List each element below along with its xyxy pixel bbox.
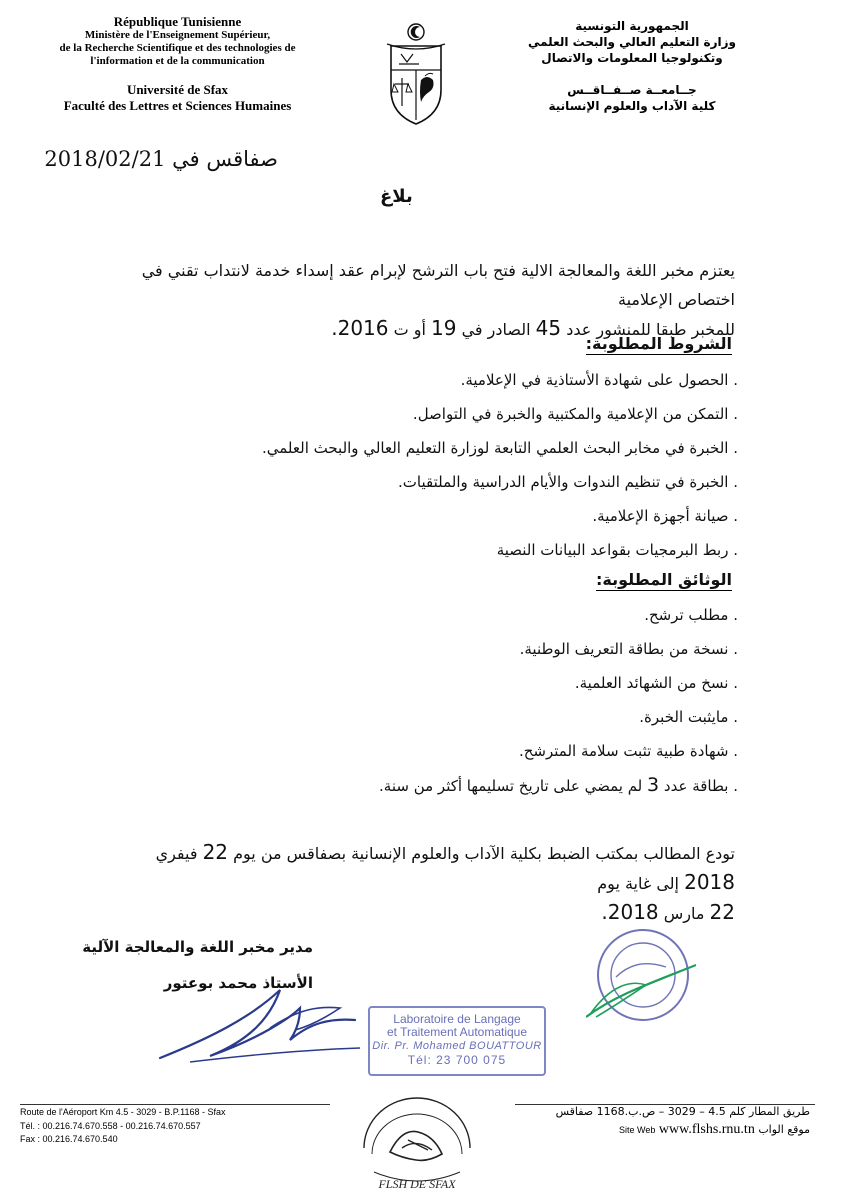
list-item: . الخبرة في تنظيم الندوات والأيام الدراسية والملتقيات. [398,473,738,491]
ministry-ar-line-2: وتكنولوجيا المعلومات والاتصال [541,51,723,65]
handwritten-signature-icon [150,978,370,1068]
documents-heading: الوثائق المطلوبة: [595,570,732,589]
ministry-ar-line-1: وزارة التعليم العالي والبحث العلمي [527,35,737,49]
footer-address-fr: Route de l'Aéroport Km 4.5 - 3029 - B.P.1168 - Sfax [20,1107,226,1117]
signatory-name: الأستاذ محمد بوعتور [163,974,313,992]
footer-fax: Fax : 00.216.74.670.540 [20,1134,118,1144]
svg-text:FLSH DE SFAX: FLSH DE SFAX [378,1177,456,1191]
list-item: . مايثبت الخبرة. [639,708,738,726]
deposit-line-1: تودع المطالب بمكتب الضبط بكلية الآداب والعلوم الإنسانية بصفاقس من يوم 22 فيفري 2018 إلى غاية يوم [155,840,735,894]
footer-address-ar: طريق المطار كلم 4.5 – 3029 – ص.ب.1168 صفاقس [555,1105,810,1118]
deposit-paragraph [105,838,735,928]
documents-list [138,600,738,804]
date-line: صفاقس في 2018/02/21 [44,147,278,171]
tunisia-emblem-icon [377,20,455,128]
intro-line-1: يعتزم مخبر اللغة والمعالجة الالية فتح باب الترشح لإبرام عقد إسداء خدمة لانتداب تقني في اختصاص الإعلامية [141,261,735,309]
laboratory-stamp [368,1006,546,1076]
lab-stamp-line-1: Laboratoire de Langage [393,1012,521,1026]
ministry-fr-line-1: Ministère de l'Enseignement Supérieur, [84,29,271,41]
conditions-heading: الشروط المطلوبة: [585,334,732,353]
ministry-fr-line-2: de la Recherche Scientifique et des technologies de [59,42,296,54]
flsh-sfax-seal-icon [352,1088,482,1196]
signatory-title: مدير مخبر اللغة والمعالجة الآلية [82,938,313,956]
footer-tel: Tél. : 00.216.74.670.558 - 00.216.74.670.557 [20,1120,201,1131]
ministry-fr-line-3: l'information et de la communication [90,55,265,67]
list-item: . نسخ من الشهائد العلمية. [574,674,738,692]
footer-contact-ar [556,1103,810,1139]
faculty-fr: Faculté des Lettres et Sciences Humaines [63,98,292,113]
footer-divider-left [20,1104,330,1105]
website-link[interactable]: www.flshs.rnu.tn [658,1122,755,1137]
list-item: . ربط البرمجيات بقواعد البيانات النصية [496,541,738,559]
intro-line-2: للمخبر طبقا للمنشور عدد 45 الصادر في 19 أو ت 2016. [331,316,735,340]
list-item: . بطاقة عدد 3 لم يمضي على تاريخ تسليمها أكثر من سنة. [379,774,738,796]
lab-stamp-line-3: Dir. Pr. Mohamed BOUATTOUR [372,1040,542,1052]
university-ar: جــامعــة صــفــاقــس [567,83,697,97]
faculty-seal-icon [586,925,696,1025]
list-item: . الخبرة في مخابر البحث العلمي التابعة لوزارة التعليم العالي والبحث العلمي. [261,439,738,457]
footer-website: موقع الواب Site Web www.flshs.rnu.tn [619,1122,810,1137]
list-item: . شهادة طبية تثبت سلامة المترشح. [518,742,738,760]
intro-paragraph [105,256,735,344]
header-french [10,14,345,114]
list-item: . مطلب ترشح. [644,606,738,624]
footer-contact-fr [20,1106,226,1147]
university-fr: Université de Sfax [126,82,229,97]
lab-stamp-line-2: et Traitement Automatique [386,1025,528,1039]
list-item: . نسخة من بطاقة التعريف الوطنية. [519,640,738,658]
republic-fr: République Tunisienne [113,14,242,29]
faculty-ar: كلية الآداب والعلوم الإنسانية [548,99,716,113]
lab-stamp-line-4: Tél: 23 700 075 [407,1053,507,1067]
deposit-line-2: 22 مارس 2018. [601,900,735,924]
conditions-list [138,365,738,569]
notice-title: بلاغ [380,186,413,207]
list-item: . الحصول على شهادة الأستاذية في الإعلامية. [460,371,738,389]
list-item: . صيانة أجهزة الإعلامية. [592,507,738,525]
header-arabic [512,18,752,114]
list-item: . التمكن من الإعلامية والمكتبية والخبرة في التواصل. [412,405,738,423]
republic-ar: الجمهورية التونسية [575,19,689,33]
